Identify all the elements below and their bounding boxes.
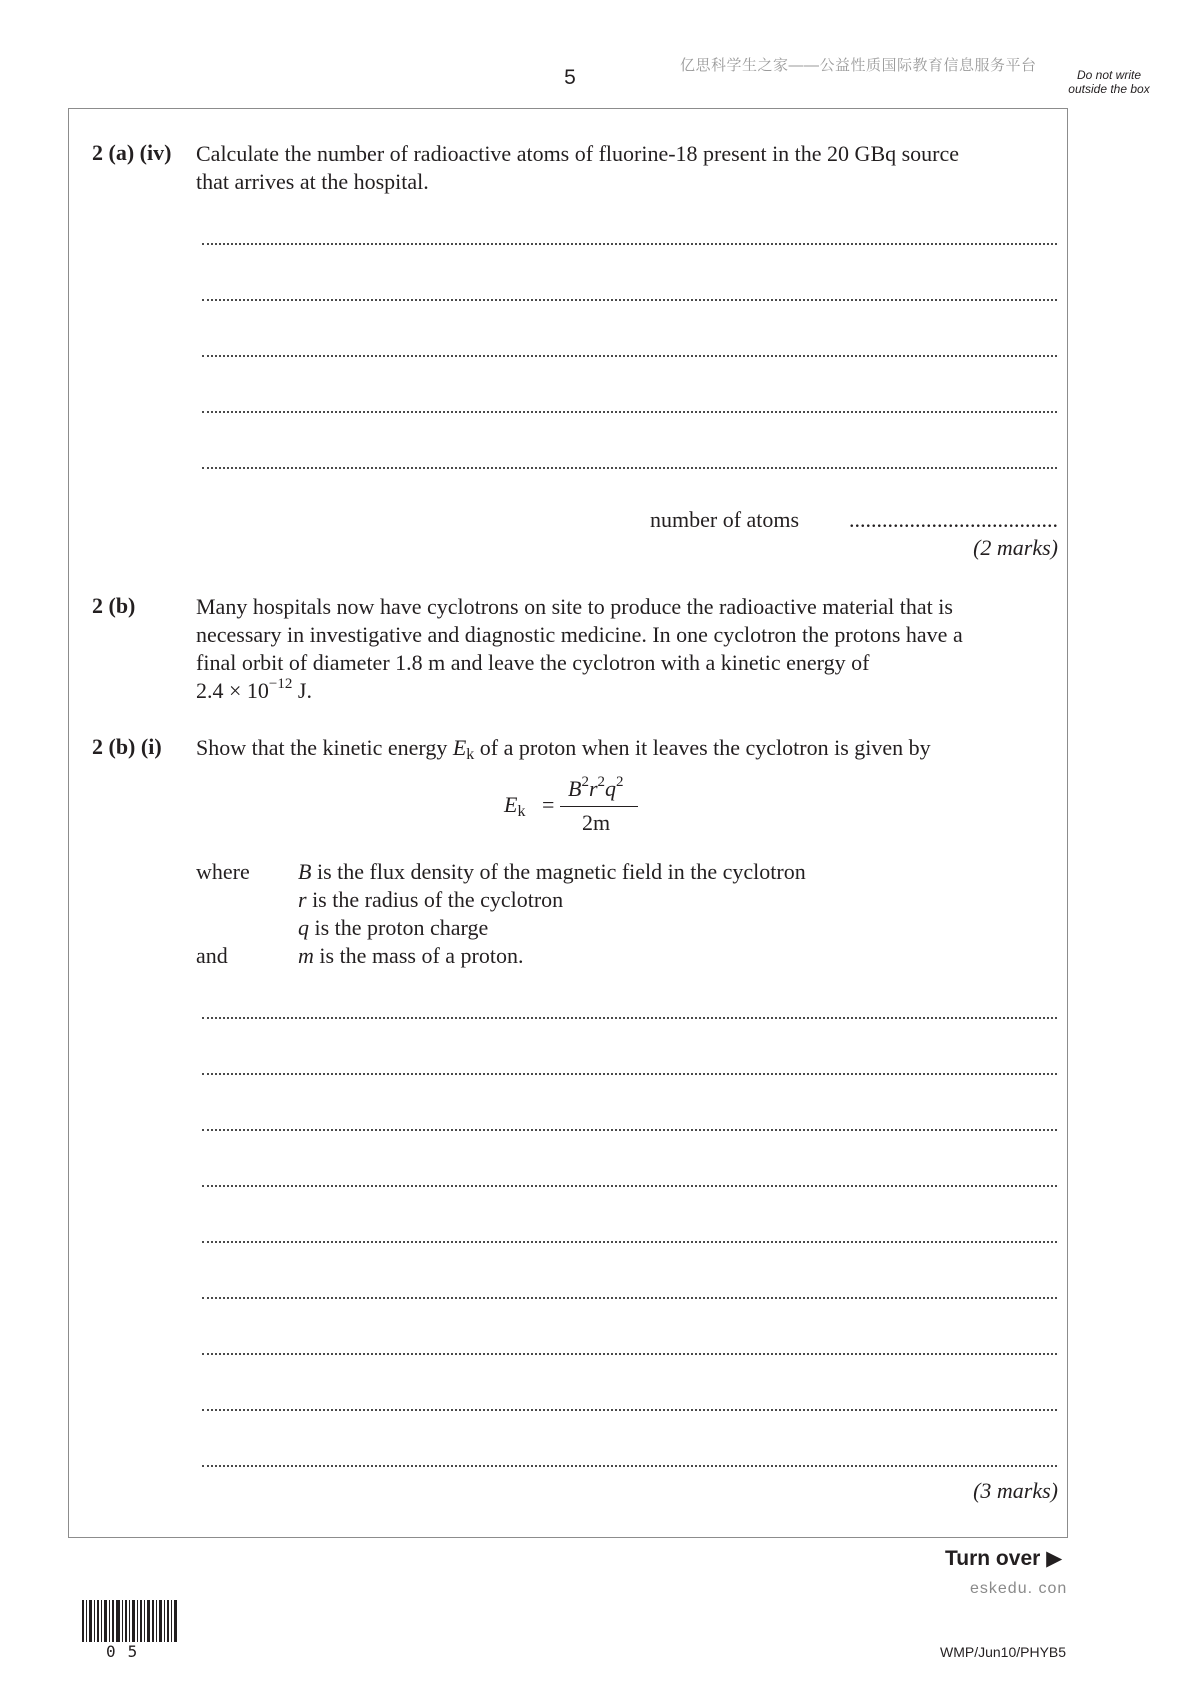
question-number-2a-iv: 2 (a) (iv) bbox=[92, 140, 172, 165]
formula-lhs-subscript: k bbox=[517, 803, 526, 820]
paper-code: WMP/Jun10/PHYB5 bbox=[940, 1644, 1067, 1660]
question-2b-i-text-end: of a proton when it leaves the cyclotron is given by bbox=[474, 735, 931, 760]
answer-line[interactable] bbox=[202, 1465, 1057, 1467]
question-2a-iv-text bbox=[196, 140, 1066, 196]
answer-line[interactable] bbox=[202, 467, 1057, 469]
question-number-2b-i: 2 (b) (i) bbox=[92, 734, 162, 759]
watermark-text: 亿思科学生之家——公益性质国际教育信息服务平台 bbox=[680, 57, 1037, 74]
marks-2b-i: (3 marks) bbox=[973, 1478, 1058, 1503]
definition-B bbox=[298, 859, 806, 885]
margin-note: Do not write outside the box bbox=[1068, 68, 1150, 96]
answer-field-number-of-atoms[interactable]: ...................................... bbox=[849, 507, 1058, 532]
definition-text: is the flux density of the magnetic field in the cyclotron bbox=[311, 859, 806, 884]
answer-line[interactable] bbox=[202, 1241, 1057, 1243]
numerator-r-exponent: 2 bbox=[597, 774, 606, 790]
energy-value-exponent: −12 bbox=[268, 676, 293, 692]
question-2b-line-4 bbox=[196, 677, 1066, 705]
answer-line[interactable] bbox=[202, 1409, 1057, 1411]
symbol-k-subscript: k bbox=[466, 746, 475, 763]
kinetic-energy-formula bbox=[504, 770, 704, 840]
definition-text: is the mass of a proton. bbox=[313, 943, 524, 968]
barcode-icon bbox=[82, 1600, 177, 1642]
numerator-B: B bbox=[568, 776, 582, 801]
question-2b-line-2: necessary in investigative and diagnostic medicine. In one cyclotron the protons have a bbox=[196, 622, 963, 647]
question-2a-iv-line-1: Calculate the number of radioactive atoms of fluorine-18 present in the 20 GBq source bbox=[196, 141, 960, 166]
answer-line[interactable] bbox=[202, 1297, 1057, 1299]
formula-denominator: 2m bbox=[582, 810, 611, 835]
where-label: where bbox=[196, 859, 250, 884]
definition-symbol: q bbox=[298, 915, 309, 940]
definition-symbol: r bbox=[298, 887, 307, 912]
question-2a-iv-line-2: that arrives at the hospital. bbox=[196, 169, 429, 194]
answer-line[interactable] bbox=[202, 299, 1057, 301]
answer-line[interactable] bbox=[202, 1353, 1057, 1355]
answer-line[interactable] bbox=[202, 1185, 1057, 1187]
symbol-E: E bbox=[452, 735, 467, 760]
page-number: 5 bbox=[564, 66, 576, 89]
barcode-number: 05 bbox=[106, 1642, 150, 1661]
numerator-q: q bbox=[605, 776, 617, 801]
definition-symbol: m bbox=[298, 943, 314, 968]
answer-line[interactable] bbox=[202, 411, 1057, 413]
answer-line[interactable] bbox=[202, 1073, 1057, 1075]
definition-m bbox=[298, 943, 523, 969]
and-label: and bbox=[196, 943, 228, 968]
formula-lhs-symbol: E bbox=[504, 792, 518, 817]
marks-2a-iv: (2 marks) bbox=[973, 535, 1058, 560]
question-2b-i-text-start: Show that the kinetic energy bbox=[196, 735, 453, 760]
formula-equals: = bbox=[542, 792, 555, 817]
answer-line[interactable] bbox=[202, 355, 1057, 357]
answer-line[interactable] bbox=[202, 1017, 1057, 1019]
definition-symbol: B bbox=[298, 859, 312, 884]
definition-text: is the radius of the cyclotron bbox=[306, 887, 564, 912]
question-2b-text bbox=[196, 593, 1066, 705]
formula-numerator bbox=[568, 776, 624, 802]
numerator-B-exponent: 2 bbox=[581, 774, 589, 790]
energy-value-unit: J. bbox=[292, 678, 312, 703]
question-2b-line-3: final orbit of diameter 1.8 m and leave the cyclotron with a kinetic energy of bbox=[196, 650, 870, 675]
energy-value-base: 2.4 × 10 bbox=[196, 678, 269, 703]
definition-text: is the proton charge bbox=[309, 915, 489, 940]
definition-q bbox=[298, 915, 488, 941]
definition-r bbox=[298, 887, 563, 913]
answer-label-number-of-atoms: number of atoms bbox=[650, 507, 800, 532]
question-number-2b: 2 (b) bbox=[92, 593, 136, 618]
question-2b-i-text bbox=[196, 734, 1066, 762]
numerator-r: r bbox=[588, 776, 598, 801]
answer-line[interactable] bbox=[202, 243, 1057, 245]
turn-over-label: Turn over ▶ bbox=[945, 1547, 1063, 1570]
question-2b-line-1: Many hospitals now have cyclotrons on site to produce the radioactive material that is bbox=[196, 594, 953, 619]
formula-lhs bbox=[504, 792, 525, 818]
answer-line[interactable] bbox=[202, 1129, 1057, 1131]
fraction-bar bbox=[560, 806, 638, 807]
site-watermark: eskedu. con bbox=[970, 1580, 1068, 1597]
numerator-q-exponent: 2 bbox=[616, 774, 624, 790]
